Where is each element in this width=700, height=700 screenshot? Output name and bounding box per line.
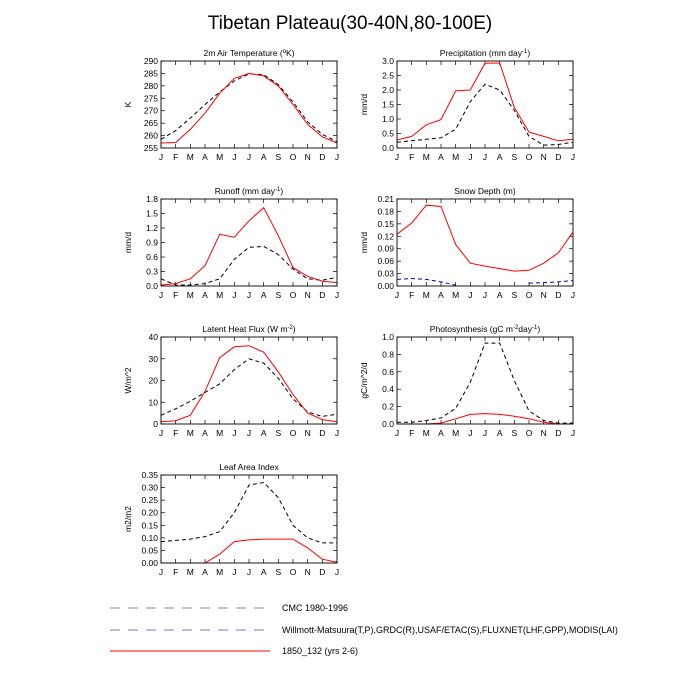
x-tick-label: M bbox=[186, 428, 194, 438]
plot-frame bbox=[397, 199, 573, 286]
y-tick-label: 2.5 bbox=[382, 70, 394, 81]
x-tick-label: M bbox=[216, 152, 224, 162]
panel-title-main: Precipitation (mm day bbox=[439, 48, 523, 58]
legend-label: CMC 1980-1996 bbox=[282, 603, 349, 613]
x-tick-label: M bbox=[186, 290, 194, 300]
x-tick-label: A bbox=[202, 567, 208, 577]
panel-title-sup: -2 bbox=[512, 325, 519, 331]
panel-title-sup: o bbox=[282, 49, 287, 55]
x-tick-label: J bbox=[468, 290, 473, 300]
y-axis-label: mm/d bbox=[123, 231, 133, 254]
x-tick-label: F bbox=[173, 428, 179, 438]
x-tick-label: D bbox=[319, 290, 326, 300]
legend-label: Willmott-Matsuura(T,P),GRDC(R),USAF/ETAC(S),FLUXNET(LHF,GPP),MODIS(LAI) bbox=[282, 625, 618, 635]
x-tick-label: S bbox=[511, 428, 518, 438]
panel-title-post: ) bbox=[537, 324, 541, 334]
x-tick-label: J bbox=[334, 428, 340, 438]
y-axis-label: mm/d bbox=[359, 231, 369, 254]
x-tick-label: J bbox=[394, 290, 400, 300]
panel-title bbox=[454, 186, 516, 196]
x-tick-label: N bbox=[304, 567, 311, 577]
panel-3 bbox=[123, 186, 339, 300]
panel-title-main: 2m Air Temperature ( bbox=[203, 48, 283, 58]
panel-title-main: Latent Heat Flux (W m bbox=[202, 324, 288, 334]
series-line-cmc bbox=[161, 246, 337, 285]
x-tick-label: F bbox=[173, 567, 179, 577]
x-tick-label: F bbox=[409, 428, 415, 438]
series-line-model bbox=[161, 73, 337, 143]
panel-title bbox=[430, 324, 541, 334]
y-tick-label: 30 bbox=[148, 353, 158, 364]
y-axis-label: m2/m2 bbox=[123, 506, 133, 532]
x-tick-label: J bbox=[334, 290, 340, 300]
series-line-cmc bbox=[161, 483, 337, 543]
x-tick-label: O bbox=[289, 152, 297, 162]
x-tick-label: A bbox=[438, 152, 444, 162]
x-tick-label: N bbox=[540, 290, 547, 300]
x-tick-label: F bbox=[409, 152, 415, 162]
x-tick-label: D bbox=[555, 428, 562, 438]
x-tick-label: D bbox=[319, 567, 326, 577]
y-tick-label: 0.15 bbox=[141, 520, 158, 531]
x-tick-label: A bbox=[496, 290, 503, 300]
plot-frame bbox=[161, 199, 337, 286]
y-tick-label: 1.2 bbox=[146, 223, 158, 233]
figure-title: Tibetan Plateau(30-40N,80-100E) bbox=[207, 13, 493, 34]
x-tick-label: S bbox=[275, 152, 282, 162]
series-line-model bbox=[161, 346, 337, 422]
panel-title bbox=[203, 48, 294, 58]
plot-frame bbox=[161, 61, 337, 148]
x-tick-label: J bbox=[232, 567, 237, 577]
y-axis-label: mm/d bbox=[359, 93, 369, 116]
x-tick-label: N bbox=[540, 428, 547, 438]
legend-label: 1850_132 (yrs 2-6) bbox=[282, 646, 359, 656]
x-tick-label: F bbox=[173, 290, 179, 300]
y-tick-label: 275 bbox=[143, 93, 158, 104]
series-line-obs bbox=[529, 281, 573, 284]
panel-title-main: Snow Depth (m) bbox=[454, 186, 516, 196]
panel-title-post: K) bbox=[286, 48, 295, 58]
panel-title-main: Photosynthesis (gC m bbox=[429, 324, 513, 334]
panel-2 bbox=[359, 48, 575, 162]
panels bbox=[123, 48, 575, 577]
y-tick-label: 0.0 bbox=[382, 419, 394, 429]
x-tick-label: M bbox=[452, 290, 460, 300]
x-tick-label: N bbox=[304, 290, 311, 300]
x-tick-label: A bbox=[438, 428, 444, 438]
x-tick-label: D bbox=[319, 152, 326, 162]
x-tick-label: J bbox=[482, 428, 488, 438]
x-tick-label: S bbox=[511, 152, 518, 162]
x-tick-label: M bbox=[216, 428, 224, 438]
y-tick-label: 0.05 bbox=[141, 545, 158, 556]
x-tick-label: J bbox=[158, 567, 164, 577]
y-tick-label: 0.18 bbox=[377, 206, 394, 217]
y-axis-label: gC/m^2/d bbox=[359, 362, 369, 399]
x-tick-label: M bbox=[422, 290, 430, 300]
y-tick-label: 0.2 bbox=[382, 401, 394, 412]
x-tick-label: O bbox=[525, 152, 533, 162]
panel-title bbox=[440, 48, 531, 58]
x-tick-label: A bbox=[496, 428, 503, 438]
x-tick-label: M bbox=[216, 290, 224, 300]
x-tick-label: J bbox=[482, 290, 488, 300]
panel-6 bbox=[359, 324, 575, 438]
y-tick-label: 20 bbox=[148, 375, 158, 386]
x-tick-label: O bbox=[289, 290, 297, 300]
series-line-cmc bbox=[397, 84, 573, 145]
y-tick-label: 0 bbox=[153, 419, 158, 429]
y-tick-label: 285 bbox=[143, 68, 158, 79]
x-tick-label: J bbox=[246, 428, 252, 438]
x-tick-label: S bbox=[511, 290, 518, 300]
panel-title bbox=[215, 186, 284, 196]
x-tick-label: N bbox=[304, 428, 311, 438]
x-tick-label: J bbox=[158, 152, 164, 162]
x-tick-label: J bbox=[394, 152, 400, 162]
panel-4 bbox=[359, 186, 575, 300]
x-tick-label: D bbox=[555, 152, 562, 162]
y-tick-label: 10 bbox=[148, 397, 158, 408]
series-line-cmc bbox=[161, 359, 337, 417]
panel-title-sup: -1 bbox=[532, 325, 538, 331]
x-tick-label: S bbox=[275, 567, 282, 577]
y-tick-label: 0.12 bbox=[377, 231, 394, 242]
x-tick-label: A bbox=[260, 152, 267, 162]
panel-title-post: ) bbox=[280, 186, 284, 196]
panel-1 bbox=[123, 48, 339, 162]
y-tick-label: 1.5 bbox=[382, 99, 394, 110]
x-tick-label: O bbox=[525, 428, 533, 438]
panel-title-sup: -2 bbox=[287, 325, 293, 331]
y-tick-label: 0.4 bbox=[382, 384, 394, 395]
panel-title bbox=[219, 462, 279, 472]
y-tick-label: 1.0 bbox=[382, 114, 394, 124]
y-tick-label: 290 bbox=[143, 56, 158, 66]
y-axis-label: K bbox=[123, 101, 133, 108]
panel-title-post: ) bbox=[527, 48, 531, 58]
y-tick-label: 0.00 bbox=[377, 281, 394, 291]
y-tick-label: 2.0 bbox=[382, 85, 394, 95]
x-tick-label: M bbox=[422, 152, 430, 162]
y-tick-label: 0.21 bbox=[377, 194, 394, 204]
y-tick-label: 0.9 bbox=[146, 237, 158, 248]
x-tick-label: M bbox=[452, 428, 460, 438]
y-tick-label: 0.3 bbox=[146, 266, 158, 277]
x-tick-label: S bbox=[275, 290, 282, 300]
x-tick-label: F bbox=[409, 290, 415, 300]
y-tick-label: 0.30 bbox=[141, 482, 158, 493]
x-tick-label: N bbox=[540, 152, 547, 162]
y-tick-label: 3.0 bbox=[382, 56, 394, 66]
y-tick-label: 0.6 bbox=[146, 252, 158, 262]
y-tick-label: 0.20 bbox=[141, 507, 158, 518]
y-tick-label: 0.10 bbox=[141, 532, 158, 543]
x-tick-label: J bbox=[468, 152, 473, 162]
panel-title-main: Runoff (mm day bbox=[214, 186, 276, 196]
y-tick-label: 0.0 bbox=[382, 143, 394, 153]
x-tick-label: A bbox=[202, 290, 208, 300]
x-tick-label: S bbox=[275, 428, 282, 438]
x-tick-label: M bbox=[186, 567, 194, 577]
x-tick-label: D bbox=[555, 290, 562, 300]
y-tick-label: 1.8 bbox=[146, 194, 158, 204]
y-tick-label: 0.25 bbox=[141, 495, 158, 506]
x-tick-label: J bbox=[158, 290, 164, 300]
x-tick-label: J bbox=[468, 428, 473, 438]
x-tick-label: J bbox=[246, 567, 252, 577]
series-line-model bbox=[161, 208, 337, 285]
y-tick-label: 40 bbox=[148, 332, 158, 342]
panel-7 bbox=[123, 462, 339, 577]
x-tick-label: J bbox=[158, 428, 164, 438]
plot-frame bbox=[397, 61, 573, 148]
x-tick-label: J bbox=[570, 152, 576, 162]
x-tick-label: A bbox=[202, 428, 208, 438]
panel-title-sup: -1 bbox=[275, 187, 281, 193]
series-line-model bbox=[397, 63, 573, 141]
x-tick-label: J bbox=[232, 428, 237, 438]
legend bbox=[110, 603, 618, 656]
series-line-model bbox=[397, 205, 573, 271]
x-tick-label: A bbox=[260, 567, 267, 577]
y-tick-label: 0.0 bbox=[146, 281, 158, 291]
panel-title bbox=[202, 324, 295, 334]
x-tick-label: A bbox=[260, 428, 267, 438]
y-tick-label: 0.09 bbox=[377, 243, 394, 254]
y-tick-label: 0.35 bbox=[141, 470, 158, 480]
x-tick-label: J bbox=[394, 428, 400, 438]
y-tick-label: 0.06 bbox=[377, 256, 394, 267]
y-tick-label: 270 bbox=[143, 105, 158, 116]
x-tick-label: O bbox=[525, 290, 533, 300]
x-tick-label: J bbox=[334, 152, 340, 162]
y-tick-label: 1.0 bbox=[382, 332, 394, 342]
x-tick-label: N bbox=[304, 152, 311, 162]
y-tick-label: 0.5 bbox=[382, 128, 394, 139]
x-tick-label: J bbox=[570, 428, 576, 438]
y-tick-label: 0.8 bbox=[382, 349, 394, 360]
x-tick-label: J bbox=[246, 290, 252, 300]
x-tick-label: A bbox=[202, 152, 208, 162]
y-axis-label: W/m^2 bbox=[123, 367, 133, 394]
x-tick-label: M bbox=[216, 567, 224, 577]
x-tick-label: A bbox=[438, 290, 444, 300]
y-tick-label: 260 bbox=[143, 130, 158, 141]
panel-title-sup: -1 bbox=[522, 49, 528, 55]
x-tick-label: M bbox=[186, 152, 194, 162]
x-tick-label: J bbox=[232, 290, 237, 300]
y-tick-label: 255 bbox=[143, 143, 158, 153]
x-tick-label: M bbox=[422, 428, 430, 438]
x-tick-label: M bbox=[452, 152, 460, 162]
plot-frame bbox=[161, 337, 337, 424]
y-tick-label: 280 bbox=[143, 80, 158, 91]
x-tick-label: O bbox=[289, 428, 297, 438]
x-tick-label: O bbox=[289, 567, 297, 577]
x-tick-label: A bbox=[260, 290, 267, 300]
x-tick-label: J bbox=[334, 567, 340, 577]
panel-5 bbox=[123, 324, 339, 438]
panel-title-post: day bbox=[518, 324, 533, 334]
x-tick-label: J bbox=[482, 152, 488, 162]
panel-title-main: Leaf Area Index bbox=[219, 462, 279, 472]
y-tick-label: 0.6 bbox=[382, 366, 394, 377]
series-line-cmc bbox=[397, 343, 573, 423]
y-tick-label: 1.5 bbox=[146, 208, 158, 219]
x-tick-label: J bbox=[246, 152, 252, 162]
plot-frame bbox=[397, 337, 573, 424]
y-tick-label: 0.15 bbox=[377, 218, 394, 229]
x-tick-label: J bbox=[570, 290, 576, 300]
x-tick-label: A bbox=[496, 152, 503, 162]
y-tick-label: 0.03 bbox=[377, 268, 394, 279]
x-tick-label: J bbox=[232, 152, 237, 162]
x-tick-label: D bbox=[319, 428, 326, 438]
panel-title-post: ) bbox=[292, 324, 296, 334]
x-tick-label: F bbox=[173, 152, 179, 162]
y-tick-label: 0.00 bbox=[141, 558, 158, 568]
y-tick-label: 265 bbox=[143, 118, 158, 129]
